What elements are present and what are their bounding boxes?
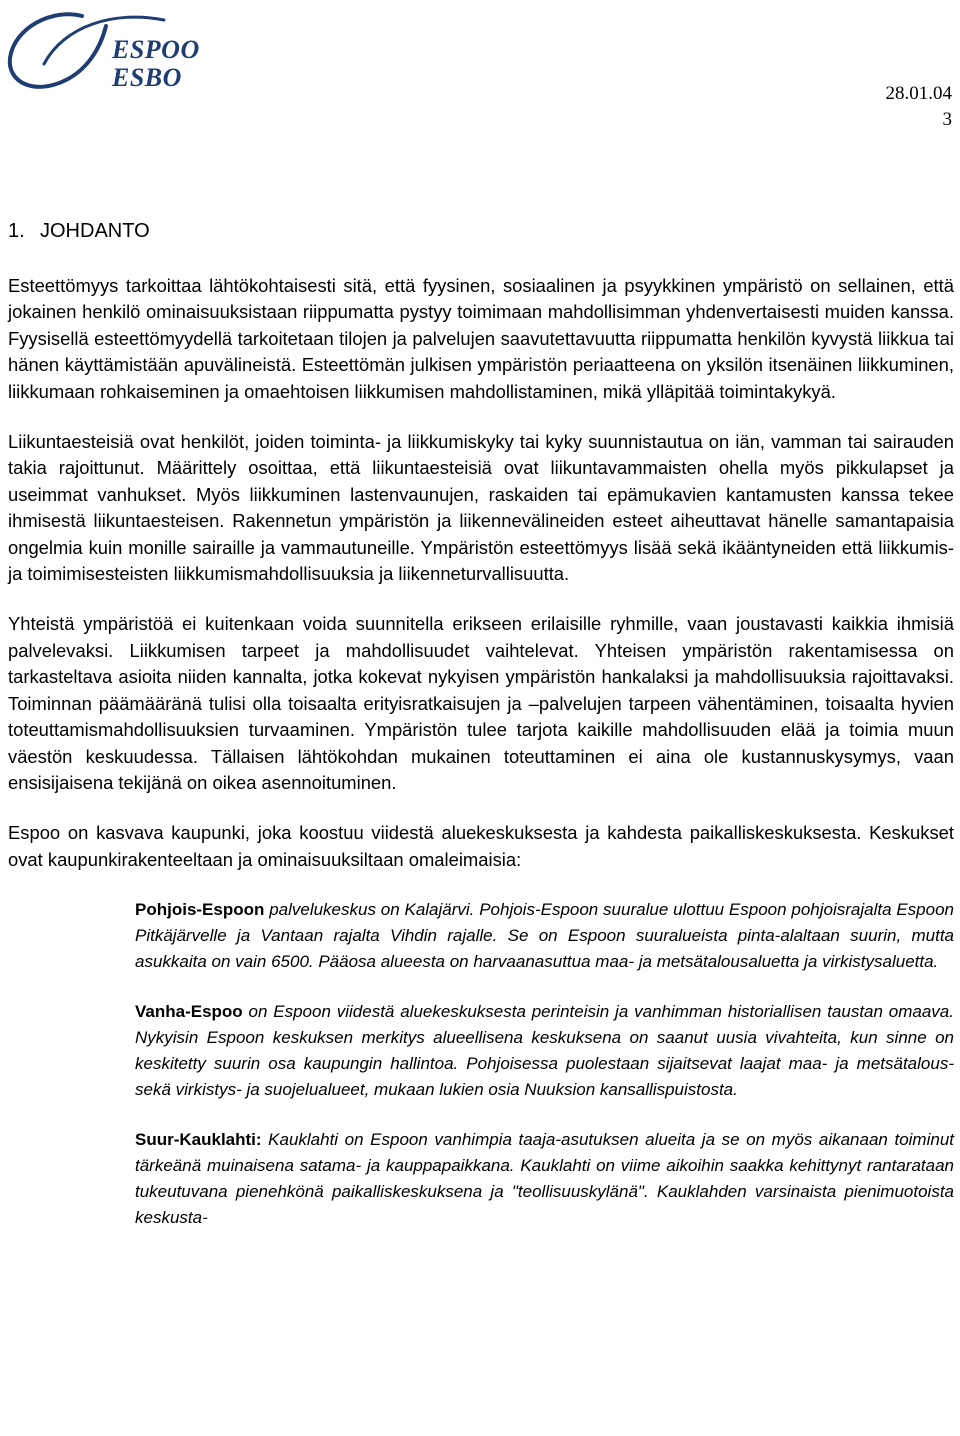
center-suur-kauklahti [135, 1127, 954, 1231]
section-heading [8, 218, 150, 244]
center-vanha-espoo [135, 999, 954, 1103]
center-name: Vanha-Espoo [135, 1002, 243, 1022]
paragraph-mobility-impaired: Liikuntaesteisiä ovat henkilöt, joiden toiminta- ja liikkumiskyky tai kyky suunnistautua on iän, vamman tai sairauden takia rajoittunut. Määrittely osoittaa, että liikuntaesteisiä ovat liikuntavammaisten ohella myös pikkulapset ja useimmat vanhukset. Myös liikkuminen lastenvaunujen, raskaiden tai epämukavien kantamusten kanssa tekee ihmisestä liikuntaesteisen. Rakennetun ympäristön ja liikennevälineiden esteet aiheuttavat hänelle samantapaisia ongelmia kuin monille sairaille ja vammautuneille. Ympäristön esteettömyys lisää sekä ikääntyneiden että liikkumis- ja toimimisesteisten liikkumismahdollisuuksia ja liikenneturvallisuutta. [8, 431, 954, 585]
center-name: Suur-Kauklahti: [135, 1130, 262, 1150]
center-description: on Espoon viidestä aluekeskuksesta perinteisin ja vanhimman historiallisen taustan omaava. Nykyisin Espoon keskuksen merkitys alueellisena keskuksena on saanut uusia vivahteita, kun sinne on keskitetty suurin osa kaupungin hallintoa. Pohjoisessa puolestaan sijaitsevat laajat maa- ja metsätalous- sekä virkistys- ja suojelualueet, mukaan lukien osia Nuuksion kansallispuistosta. [135, 1002, 954, 1100]
section-title: JOHDANTO [40, 220, 150, 242]
espoo-logo [4, 6, 204, 102]
paragraph-intro: Esteettömyys tarkoittaa lähtökohtaisesti sitä, että fyysinen, sosiaalinen ja psyykkinen ympäristö on sellainen, että jokainen henkilö ominaisuuksistaan riippumatta pystyy toimimaan mahdollisimman yhdenvertaisesti muiden kanssa. Fyysisellä esteettömyydellä tarkoitetaan tilojen ja palvelujen saavutettavuutta riippumatta henkilön kyvystä liikkua tai hänen käyttämistään apuvälineistä. Esteettömän julkisen ympäristön periaatteena on yksilön itsenäinen liikkuminen, liikkumaan rohkaiseminen ja omaehtoisen liikkumisen mahdollistaminen, mikä ylläpitää toimintakykyä. [8, 275, 954, 402]
paragraph-shared-environment: Yhteistä ympäristöä ei kuitenkaan voida suunnitella erikseen erilaisille ryhmille, vaan joustavasti kaikkia ihmisiä palvelevaksi. Liikkumisen tarpeet ja mahdollisuudet vaihtelevat. Yhteisen ympäristön rakentamisessa on tarkasteltava asioita niiden kannalta, jotka kokevat nykyisen ympäristön hankalaksi ja mahdollisuuksia rajoittavaksi. Toiminnan päämääränä tulisi olla toisaalta erityisratkaisujen ja –palvelujen tarpeen vähentäminen, toisaalta hyvien toteuttamismahdollisuuksien turvaaminen. Ympäristön tulee tarjota kaikille mahdollisuuden elää ja toimia muun väestön keskuudessa. Tällaisen lähtökohdan mukainen toteuttaminen ei aina ole kustannuskysymys, vaan ensisijaisena tekijänä on oikea asennoituminen. [8, 613, 954, 793]
center-pohjois-espoo [135, 897, 954, 975]
center-description: palvelukeskus on Kalajärvi. Pohjois-Espoon suuralue ulottuu Espoon pohjoisrajalta Espoon Pitkäjärvelle ja Vantaan rajalta Vihdin rajalle. Se on Espoon suuralueista pinta-alaltaan suurin, mutta asukkaita on vain 6500. Pääosa alueesta on harvaanasuttua maa- ja metsätalousaluetta ja virkistysaluetta. [135, 900, 954, 972]
center-name: Pohjois-Espoon [135, 900, 265, 920]
document-date: 28.01.04 [885, 83, 952, 104]
section-number: 1. [8, 220, 25, 242]
logo-text-esbo: ESBO [112, 63, 182, 92]
center-description: Kauklahti on Espoon vanhimpia taaja-asutuksen alueita ja se on myös aikanaan toiminut tärkeänä muinaisena satama- ja kauppapaikkana. Kauklahti on viime aikoihin saakka kehittynyt rantarataan tukeutuvana pienehkönä paikalliskeskuksena ja "teollisuuskylänä". Kauklahden varsinaista pienimuotoista keskusta- [135, 1130, 954, 1228]
document-body [8, 273, 954, 1255]
paragraph-espoo-centers: Espoo on kasvava kaupunki, joka koostuu viidestä aluekeskuksesta ja kahdesta paikalliskeskuksesta. Keskukset ovat kaupunkirakenteeltaan ja ominaisuuksiltaan omaleimaisia: [8, 822, 954, 870]
logo-text-espoo: ESPOO [112, 35, 200, 64]
page-number: 3 [942, 109, 952, 130]
